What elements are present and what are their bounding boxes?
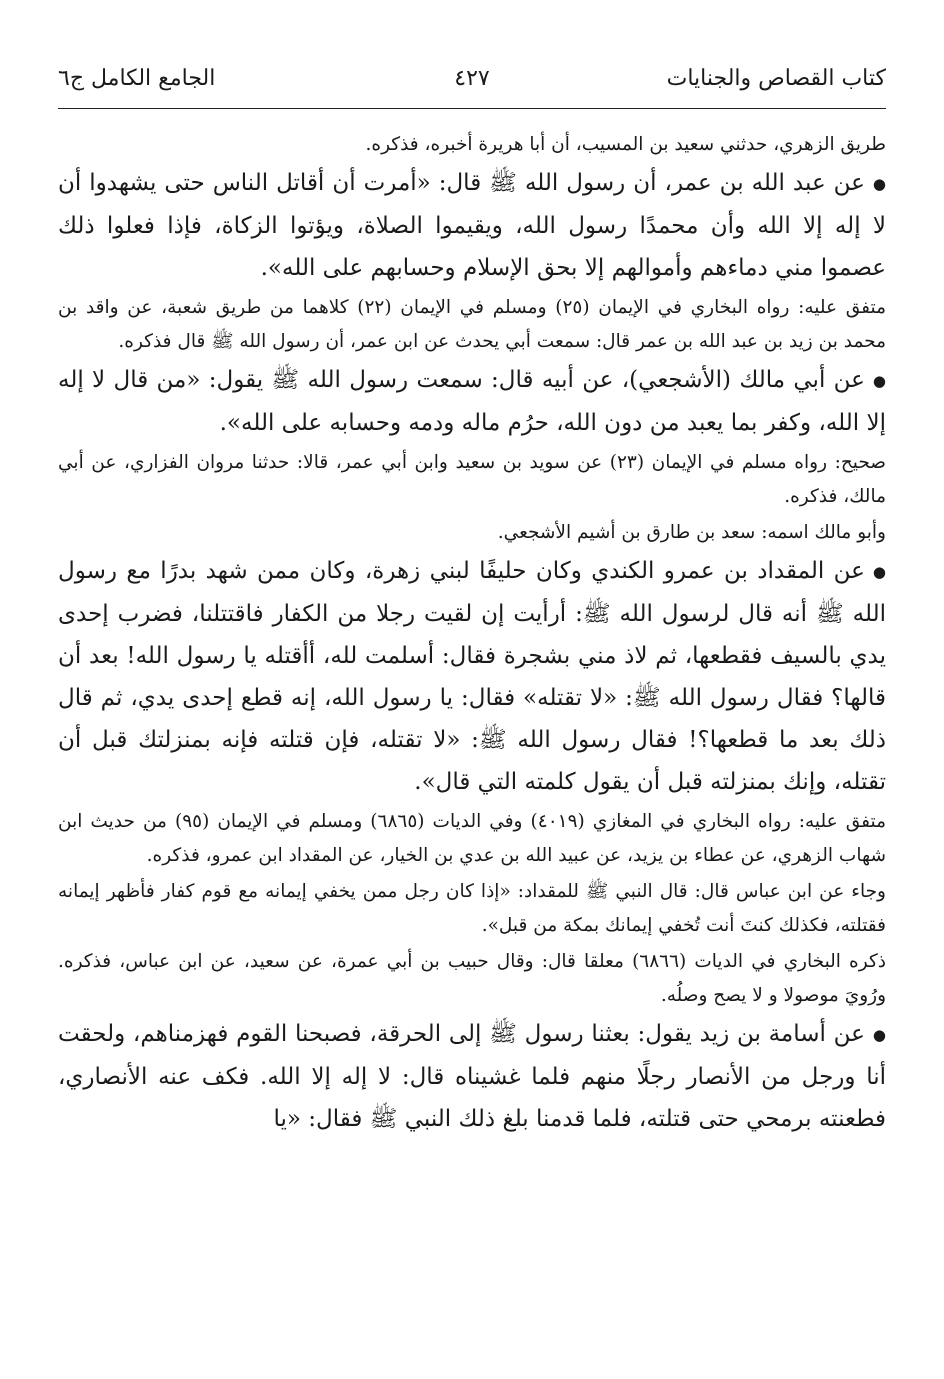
hadith-paragraph xyxy=(58,162,886,289)
commentary-paragraph xyxy=(58,128,886,162)
commentary-paragraph xyxy=(58,805,886,873)
bullet-icon: ● xyxy=(872,1026,886,1044)
hadith-paragraph xyxy=(58,1013,886,1140)
paragraph-text: وأبو مالك اسمه: سعد بن طارق بن أشيم الأشجعي. xyxy=(497,522,886,543)
commentary-paragraph xyxy=(58,291,886,359)
paragraph-text: وجاء عن ابن عباس قال: قال النبي ﷺ للمقداد: «إذا كان رجل ممن يخفي إيمانه مع قوم كفار فأظهر إيمانه فقتلته، فكذلك كنتَ أنت تُخفي إيمانك بمكة من قبل». xyxy=(58,881,886,936)
page-header xyxy=(58,56,886,109)
paragraph-text: عن عبد الله بن عمر، أن رسول الله ﷺ قال: «أمرت أن أقاتل الناس حتى يشهدوا أن لا إله إلا الله وأن محمدًا رسول الله، ويقيموا الصلاة، ويؤتوا الزكاة، فإذا فعلوا ذلك عصموا مني دماءهم وأموالهم إلا بحق الإسلام وحسابهم على الله». xyxy=(58,170,886,281)
bullet-icon: ● xyxy=(872,372,886,390)
paragraph-text: ذكره البخاري في الديات (٦٨٦٦) معلقا قال: وقال حبيب بن أبي عمرة، عن سعيد، عن ابن عباس، فذكره. ورُويَ موصولا و لا يصح وصلُه. xyxy=(58,951,886,1006)
paragraph-text: عن أبي مالك (الأشجعي)، عن أبيه قال: سمعت رسول الله ﷺ يقول: «من قال لا إله إلا الله، وكفر بما يعبد من دون الله، حرُم ماله ودمه وحسابه على الله». xyxy=(58,367,886,436)
commentary-paragraph xyxy=(58,446,886,514)
paragraph-text: صحيح: رواه مسلم في الإيمان (٢٣) عن سويد بن سعيد وابن أبي عمر، قالا: حدثنا مروان الفزاري، عن أبي مالك، فذكره. xyxy=(58,452,886,507)
commentary-paragraph xyxy=(58,875,886,943)
commentary-paragraph xyxy=(58,516,886,550)
hadith-paragraph xyxy=(58,359,886,444)
paragraph-text: عن أسامة بن زيد يقول: بعثنا رسول ﷺ إلى الحرقة، فصبحنا القوم فهزمناهم، ولحقت أنا ورجل من الأنصار رجلًا منهم فلما غشيناه قال: لا إله إلا الله. فكف عنه الأنصاري، فطعنته برمحي حتى قتلته، فلما قدمنا بلغ ذلك النبي ﷺ فقال: «يا xyxy=(58,1021,886,1132)
page-number: ٤٢٧ xyxy=(454,66,490,91)
series-title: الجامع الكامل ج٦ xyxy=(58,66,216,91)
hadith-paragraph xyxy=(58,550,886,803)
paragraph-text: طريق الزهري، حدثني سعيد بن المسيب، أن أبا هريرة أخبره، فذكره. xyxy=(365,134,886,155)
paragraph-text: متفق عليه: رواه البخاري في الإيمان (٢٥) ومسلم في الإيمان (٢٢) كلاهما من طريق شعبة، عن واقد بن محمد بن زيد بن عبد الله بن عمر قال: سمعت أبي يحدث عن ابن عمر، أن رسول الله ﷺ قال فذكره. xyxy=(58,297,887,352)
paragraph-text: عن المقداد بن عمرو الكندي وكان حليفًا لبني زهرة، وكان ممن شهد بدرًا مع رسول الله ﷺ أنه قال لرسول الله ﷺ: أرأيت إن لقيت رجلا من الكفار فاقتتلنا، فضرب إحدى يدي بالسيف فقطعها، ثم لاذ مني بشجرة فقال: أسلمت لله، أأقتله يا رسول الله! بعد أن قالها؟ فقال رسول الله ﷺ: «لا تقتله» فقال: يا رسول الله، إنه قطع إحدى يدي، ثم قال ذلك بعد ما قطعها؟! فقال رسول الله ﷺ: «لا تقتله، فإن قتلته فإنه بمنزلتك قبل أن تقتله، وإنك بمنزلته قبل أن يقول كلمته التي قال». xyxy=(58,558,886,795)
book-title: كتاب القصاص والجنايات xyxy=(666,66,886,91)
bullet-icon: ● xyxy=(872,175,886,193)
commentary-paragraph xyxy=(58,945,886,1013)
page-body xyxy=(58,126,886,1140)
paragraph-text: متفق عليه: رواه البخاري في المغازي (٤٠١٩) وفي الديات (٦٨٦٥) ومسلم في الإيمان (٩٥) من حديث ابن شهاب الزهري، عن عطاء بن يزيد، عن عبيد الله بن عدي بن الخيار، عن المقداد ابن عمرو، فذكره. xyxy=(58,811,886,866)
bullet-icon: ● xyxy=(872,563,886,581)
